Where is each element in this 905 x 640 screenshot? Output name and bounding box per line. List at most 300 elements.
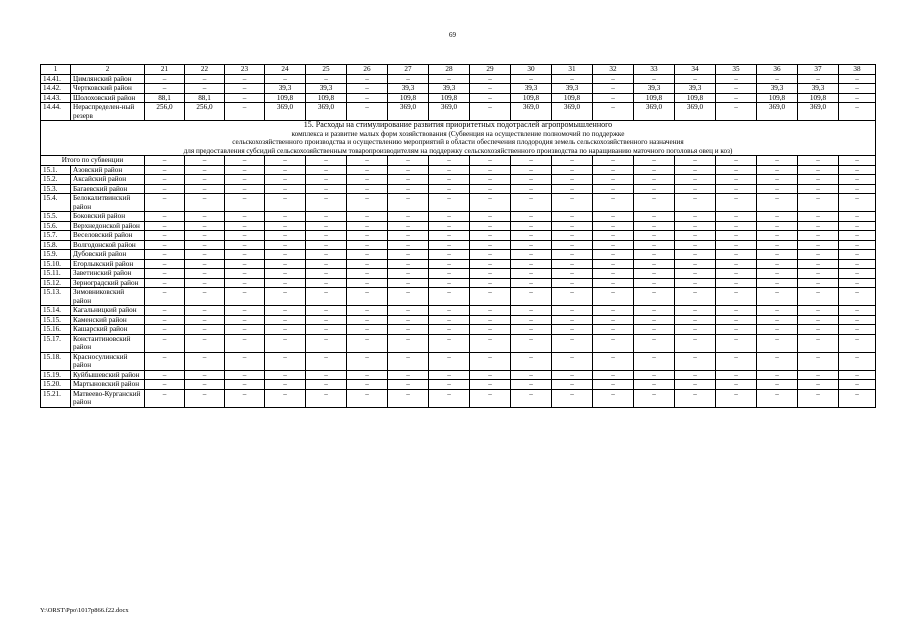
value-cell: – [306, 325, 347, 335]
value-cell: – [716, 306, 757, 316]
value-cell: – [839, 175, 876, 185]
value-cell: – [347, 259, 388, 269]
column-number-row [41, 65, 876, 75]
value-cell: – [634, 74, 675, 84]
value-cell: – [145, 259, 185, 269]
value-cell: – [265, 212, 306, 222]
value-cell: – [757, 184, 798, 194]
column-number: 26 [347, 65, 388, 75]
value-cell: 39,3 [429, 84, 470, 94]
value-cell: – [675, 380, 716, 390]
value-cell: – [265, 306, 306, 316]
value-cell: – [593, 74, 634, 84]
value-cell: – [675, 240, 716, 250]
section-title-line: сельскохозяйственного производства и осуществлению мероприятий в области обеспечения плодородия земель сельскохозяйственного назначения [232, 138, 684, 147]
value-cell: – [716, 352, 757, 370]
value-cell: – [145, 278, 185, 288]
section-title [41, 121, 876, 156]
column-number: 35 [716, 65, 757, 75]
value-cell: – [470, 334, 511, 352]
value-cell: – [839, 250, 876, 260]
value-cell: – [306, 221, 347, 231]
value-cell: 39,3 [511, 84, 552, 94]
value-cell: – [716, 325, 757, 335]
value-cell: – [798, 334, 839, 352]
value-cell: – [716, 221, 757, 231]
value-cell: 109,8 [552, 93, 593, 103]
value-cell: – [511, 194, 552, 212]
row-number: 15.19. [41, 370, 71, 380]
value-cell: – [675, 389, 716, 407]
value-cell: – [265, 240, 306, 250]
value-cell: – [593, 212, 634, 222]
value-cell: – [798, 175, 839, 185]
value-cell: – [552, 175, 593, 185]
value-cell: – [552, 231, 593, 241]
value-cell: – [552, 389, 593, 407]
value-cell: – [347, 334, 388, 352]
value-cell: – [552, 250, 593, 260]
value-cell: – [798, 221, 839, 231]
value-cell: – [798, 156, 839, 166]
value-cell: – [306, 194, 347, 212]
value-cell: – [185, 325, 225, 335]
value-cell: – [757, 389, 798, 407]
value-cell: – [388, 352, 429, 370]
value-cell: – [798, 288, 839, 306]
value-cell: – [675, 194, 716, 212]
value-cell: – [185, 231, 225, 241]
value-cell: – [675, 288, 716, 306]
value-cell: 369,0 [757, 103, 798, 121]
value-cell: – [552, 194, 593, 212]
value-cell: – [593, 156, 634, 166]
budget-table [40, 64, 876, 408]
value-cell: 109,8 [798, 93, 839, 103]
row-name: Верхнедонской район [71, 221, 145, 231]
value-cell: – [757, 370, 798, 380]
value-cell: – [347, 278, 388, 288]
row-name: Константиновский район [71, 334, 145, 352]
column-number: 21 [145, 65, 185, 75]
value-cell: – [511, 231, 552, 241]
value-cell: – [593, 370, 634, 380]
value-cell: – [306, 231, 347, 241]
row-number: 15.14. [41, 306, 71, 316]
value-cell: – [145, 175, 185, 185]
value-cell: – [185, 84, 225, 94]
value-cell: – [265, 221, 306, 231]
value-cell: – [185, 315, 225, 325]
value-cell: – [347, 250, 388, 260]
value-cell: – [470, 156, 511, 166]
value-cell: – [552, 380, 593, 390]
value-cell: – [552, 221, 593, 231]
value-cell: – [185, 288, 225, 306]
value-cell: – [145, 325, 185, 335]
value-cell: 109,8 [634, 93, 675, 103]
value-cell: 369,0 [675, 103, 716, 121]
value-cell: – [511, 306, 552, 316]
value-cell: – [511, 156, 552, 166]
value-cell: 109,8 [429, 93, 470, 103]
value-cell: – [798, 240, 839, 250]
value-cell: 256,0 [145, 103, 185, 121]
value-cell: – [593, 315, 634, 325]
value-cell: – [470, 165, 511, 175]
value-cell: – [145, 269, 185, 279]
value-cell: – [429, 288, 470, 306]
table-row [41, 93, 876, 103]
value-cell: – [429, 306, 470, 316]
column-number: 1 [41, 65, 71, 75]
value-cell: 109,8 [388, 93, 429, 103]
value-cell: – [145, 370, 185, 380]
value-cell: – [675, 250, 716, 260]
value-cell: – [429, 352, 470, 370]
value-cell: – [347, 84, 388, 94]
value-cell: – [593, 380, 634, 390]
value-cell: – [185, 212, 225, 222]
table-row [41, 334, 876, 352]
value-cell: – [839, 352, 876, 370]
value-cell: – [470, 93, 511, 103]
value-cell: 369,0 [429, 103, 470, 121]
row-number: 15.12. [41, 278, 71, 288]
row-number: 15.21. [41, 389, 71, 407]
value-cell: – [388, 156, 429, 166]
value-cell: – [429, 269, 470, 279]
value-cell: – [716, 259, 757, 269]
row-name: Мартыновский район [71, 380, 145, 390]
value-cell: – [347, 352, 388, 370]
value-cell: – [225, 231, 265, 241]
value-cell: – [470, 288, 511, 306]
value-cell: – [225, 165, 265, 175]
value-cell: – [511, 325, 552, 335]
value-cell: – [634, 315, 675, 325]
value-cell: – [347, 315, 388, 325]
table-row [41, 278, 876, 288]
value-cell: – [675, 269, 716, 279]
value-cell: – [757, 325, 798, 335]
value-cell: – [675, 370, 716, 380]
value-cell: – [185, 389, 225, 407]
value-cell: – [145, 165, 185, 175]
value-cell: – [145, 389, 185, 407]
value-cell: – [675, 165, 716, 175]
value-cell: – [470, 352, 511, 370]
row-name: Белокалитвинский район [71, 194, 145, 212]
value-cell: – [347, 74, 388, 84]
row-number: 15.17. [41, 334, 71, 352]
table-row [41, 84, 876, 94]
value-cell: – [757, 259, 798, 269]
value-cell: – [265, 370, 306, 380]
value-cell: – [388, 194, 429, 212]
column-number: 29 [470, 65, 511, 75]
row-name: Каменский район [71, 315, 145, 325]
value-cell: – [552, 156, 593, 166]
row-name: Егорлыкский район [71, 259, 145, 269]
value-cell: – [634, 325, 675, 335]
value-cell: – [675, 306, 716, 316]
value-cell: – [145, 74, 185, 84]
value-cell: – [225, 74, 265, 84]
value-cell: – [306, 288, 347, 306]
value-cell: – [634, 240, 675, 250]
value-cell: – [552, 288, 593, 306]
value-cell: – [634, 288, 675, 306]
value-cell: – [798, 306, 839, 316]
value-cell: – [634, 352, 675, 370]
value-cell: – [388, 259, 429, 269]
row-number: 14.41. [41, 74, 71, 84]
value-cell: – [511, 74, 552, 84]
value-cell: – [798, 325, 839, 335]
value-cell: – [552, 278, 593, 288]
value-cell: – [716, 93, 757, 103]
row-number: 15.6. [41, 221, 71, 231]
row-number: 14.42. [41, 84, 71, 94]
value-cell: – [429, 250, 470, 260]
value-cell: – [306, 334, 347, 352]
value-cell: 369,0 [388, 103, 429, 121]
value-cell: – [716, 250, 757, 260]
value-cell: – [839, 84, 876, 94]
row-number: 15.7. [41, 231, 71, 241]
value-cell: – [716, 74, 757, 84]
value-cell: – [552, 352, 593, 370]
value-cell: – [388, 325, 429, 335]
value-cell: – [839, 103, 876, 121]
value-cell: – [470, 231, 511, 241]
value-cell: – [716, 103, 757, 121]
value-cell: – [185, 184, 225, 194]
value-cell: – [145, 315, 185, 325]
value-cell: – [593, 389, 634, 407]
value-cell: – [347, 212, 388, 222]
value-cell: – [265, 315, 306, 325]
value-cell: – [634, 250, 675, 260]
value-cell: 369,0 [265, 103, 306, 121]
value-cell: – [470, 380, 511, 390]
column-number: 28 [429, 65, 470, 75]
page-number: 69 [449, 31, 456, 39]
table-row [41, 103, 876, 121]
value-cell: – [306, 212, 347, 222]
value-cell: 369,0 [798, 103, 839, 121]
value-cell: – [306, 306, 347, 316]
value-cell: – [429, 165, 470, 175]
value-cell: – [185, 352, 225, 370]
value-cell: – [265, 352, 306, 370]
value-cell: – [634, 259, 675, 269]
value-cell: – [225, 250, 265, 260]
value-cell: – [429, 221, 470, 231]
value-cell: – [145, 240, 185, 250]
value-cell: – [185, 370, 225, 380]
value-cell: – [306, 389, 347, 407]
value-cell: – [757, 334, 798, 352]
value-cell: – [798, 259, 839, 269]
value-cell: – [145, 231, 185, 241]
value-cell: – [757, 165, 798, 175]
value-cell: – [306, 156, 347, 166]
section-title-line: для предоставления субсидий сельскохозяйственным товаропроизводителям на поддержку сельскохозяйственного производства по наращиванию маточного поголовья овец и коз) [183, 146, 733, 155]
value-cell: – [511, 288, 552, 306]
value-cell: – [511, 184, 552, 194]
row-name: Веселовский район [71, 231, 145, 241]
value-cell: – [757, 269, 798, 279]
table-row [41, 380, 876, 390]
value-cell: – [757, 212, 798, 222]
row-number: 15.13. [41, 288, 71, 306]
value-cell: – [306, 352, 347, 370]
value-cell: – [145, 194, 185, 212]
row-name: Красносулинский район [71, 352, 145, 370]
value-cell: – [716, 278, 757, 288]
value-cell: – [265, 74, 306, 84]
value-cell: – [145, 306, 185, 316]
value-cell: – [839, 156, 876, 166]
value-cell: – [675, 221, 716, 231]
value-cell: – [511, 165, 552, 175]
value-cell: – [552, 325, 593, 335]
column-number: 32 [593, 65, 634, 75]
value-cell: – [675, 156, 716, 166]
value-cell: 88,1 [185, 93, 225, 103]
value-cell: – [225, 93, 265, 103]
value-cell: – [593, 259, 634, 269]
row-number: 15.11. [41, 269, 71, 279]
value-cell: – [429, 380, 470, 390]
value-cell: – [306, 269, 347, 279]
value-cell: – [839, 259, 876, 269]
value-cell: – [306, 240, 347, 250]
value-cell: – [225, 315, 265, 325]
value-cell: – [429, 334, 470, 352]
value-cell: – [225, 278, 265, 288]
row-name: Цимлянский район [71, 74, 145, 84]
value-cell: – [798, 380, 839, 390]
value-cell: – [839, 212, 876, 222]
value-cell: – [347, 165, 388, 175]
value-cell: – [265, 389, 306, 407]
value-cell: – [716, 389, 757, 407]
value-cell: – [552, 259, 593, 269]
column-number: 23 [225, 65, 265, 75]
row-number: 15.16. [41, 325, 71, 335]
value-cell: – [388, 165, 429, 175]
row-number: 15.1. [41, 165, 71, 175]
value-cell: – [798, 278, 839, 288]
value-cell: – [388, 278, 429, 288]
value-cell: – [798, 269, 839, 279]
value-cell: – [429, 231, 470, 241]
value-cell: – [798, 231, 839, 241]
value-cell: – [757, 380, 798, 390]
value-cell: – [265, 278, 306, 288]
value-cell: – [470, 278, 511, 288]
row-number: 15.10. [41, 259, 71, 269]
value-cell: – [634, 165, 675, 175]
value-cell: – [675, 212, 716, 222]
value-cell: – [429, 212, 470, 222]
value-cell: – [265, 156, 306, 166]
value-cell: – [593, 325, 634, 335]
value-cell: – [839, 194, 876, 212]
value-cell: – [634, 389, 675, 407]
value-cell: – [511, 221, 552, 231]
table-row [41, 165, 876, 175]
value-cell: – [798, 184, 839, 194]
table-row [41, 194, 876, 212]
value-cell: – [388, 240, 429, 250]
value-cell: 369,0 [634, 103, 675, 121]
value-cell: – [265, 269, 306, 279]
row-name: Кашарский район [71, 325, 145, 335]
value-cell: – [429, 315, 470, 325]
value-cell: – [145, 156, 185, 166]
value-cell: – [265, 380, 306, 390]
value-cell: – [225, 288, 265, 306]
value-cell: – [839, 325, 876, 335]
value-cell: – [225, 269, 265, 279]
column-number: 27 [388, 65, 429, 75]
value-cell: – [634, 212, 675, 222]
value-cell: – [798, 315, 839, 325]
value-cell: – [470, 175, 511, 185]
row-name: Дубовский район [71, 250, 145, 260]
value-cell: – [347, 231, 388, 241]
value-cell: – [511, 370, 552, 380]
value-cell: – [798, 370, 839, 380]
value-cell: – [675, 74, 716, 84]
value-cell: – [552, 315, 593, 325]
value-cell: – [593, 306, 634, 316]
table-row [41, 315, 876, 325]
table-row [41, 240, 876, 250]
value-cell: – [185, 194, 225, 212]
value-cell: – [225, 259, 265, 269]
value-cell: 39,3 [675, 84, 716, 94]
value-cell: – [306, 184, 347, 194]
value-cell: – [225, 156, 265, 166]
value-cell: 39,3 [552, 84, 593, 94]
value-cell: – [839, 221, 876, 231]
column-number: 36 [757, 65, 798, 75]
value-cell: 369,0 [511, 103, 552, 121]
value-cell: – [716, 212, 757, 222]
column-number: 30 [511, 65, 552, 75]
value-cell: – [511, 352, 552, 370]
value-cell: – [388, 288, 429, 306]
value-cell: – [839, 315, 876, 325]
value-cell: 39,3 [757, 84, 798, 94]
row-number: 15.8. [41, 240, 71, 250]
value-cell: – [185, 175, 225, 185]
section-title-line: комплекса и развитие малых форм хозяйствования (Субвенция на осуществление полномочий по поддержке [291, 129, 625, 138]
value-cell: – [388, 380, 429, 390]
value-cell: – [511, 278, 552, 288]
value-cell: – [388, 184, 429, 194]
row-name: Аксайский район [71, 175, 145, 185]
value-cell: – [757, 315, 798, 325]
value-cell: – [593, 103, 634, 121]
value-cell: – [593, 175, 634, 185]
value-cell: – [265, 175, 306, 185]
